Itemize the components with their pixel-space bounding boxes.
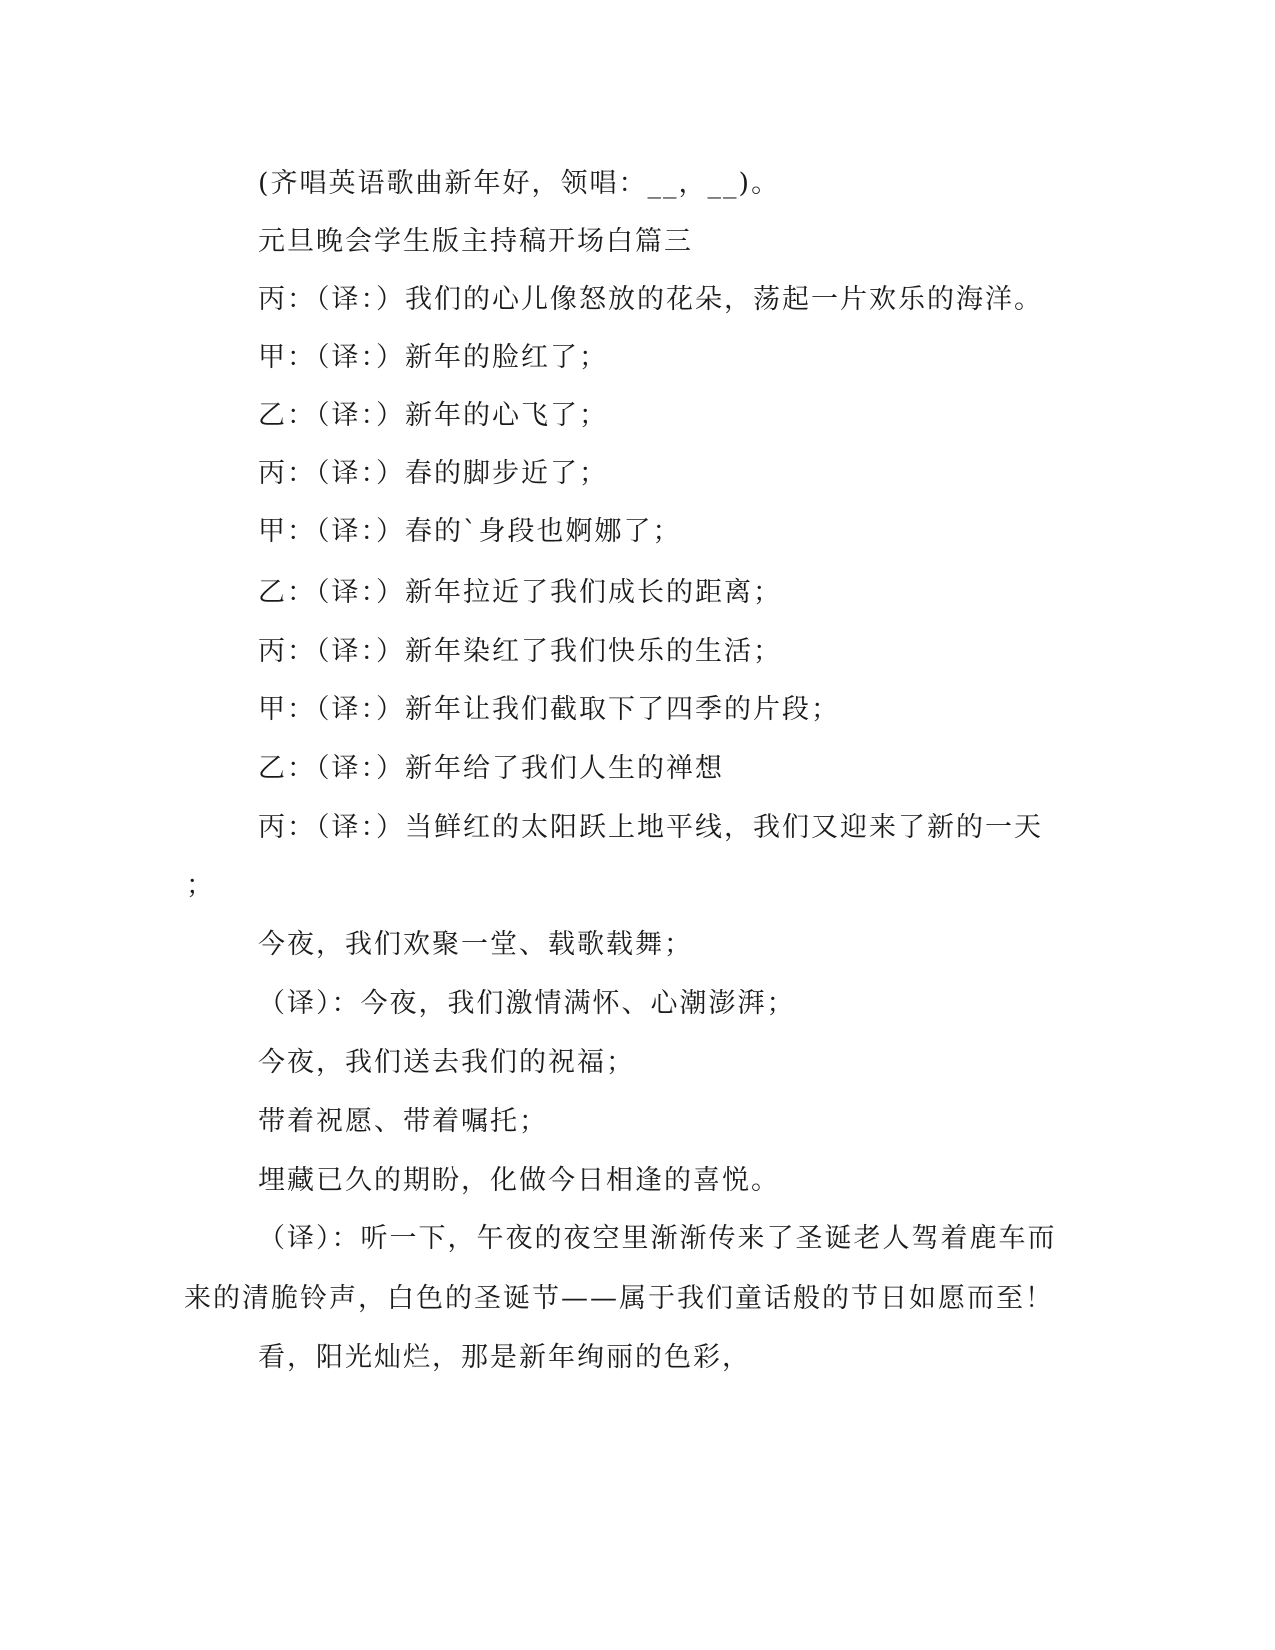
paragraph-line: ；	[186, 870, 215, 901]
paragraph-line: 丙：（译：）春的脚步近了；	[258, 458, 608, 489]
paragraph-line: 乙：（译：）新年拉近了我们成长的距离；	[258, 577, 782, 608]
paragraph-line: 甲：（译：）春的`身段也婀娜了；	[258, 516, 682, 547]
paragraph-line: 带着祝愿、带着嘱托；	[258, 1106, 548, 1137]
paragraph-line: 乙：（译：）新年给了我们人生的禅想	[258, 753, 724, 784]
paragraph-line: (齐唱英语歌曲新年好，领唱：__，__)。	[258, 168, 781, 199]
paragraph-line: （译）：今夜，我们激情满怀、心潮澎湃；	[258, 988, 796, 1019]
paragraph-line: 甲：（译：）新年让我们截取下了四季的片段；	[258, 694, 840, 725]
paragraph-line: 丙：（译：）我们的心儿像怒放的花朵，荡起一片欢乐的海洋。	[258, 284, 1043, 315]
paragraph-line: （译）：听一下，午夜的夜空里渐渐传来了圣诞老人驾着鹿车而	[258, 1223, 1057, 1254]
paragraph-line: 今夜，我们欢聚一堂、载歌载舞；	[258, 929, 693, 960]
paragraph-line: 埋藏已久的期盼，化做今日相逢的喜悦。	[258, 1165, 780, 1196]
paragraph-line: 来的清脆铃声，白色的圣诞节——属于我们童话般的节日如愿而至！	[184, 1283, 1054, 1314]
paragraph-line: 甲：（译：）新年的脸红了；	[258, 342, 608, 373]
paragraph-line: 丙：（译：）当鲜红的太阳跃上地平线，我们又迎来了新的一天	[258, 812, 1043, 843]
paragraph-line: 看，阳光灿烂，那是新年绚丽的色彩，	[258, 1342, 751, 1373]
paragraph-line: 丙：（译：）新年染红了我们快乐的生活；	[258, 636, 782, 667]
paragraph-line: 今夜，我们送去我们的祝福；	[258, 1047, 635, 1078]
paragraph-line: 乙：（译：）新年的心飞了；	[258, 400, 608, 431]
section-heading: 元旦晚会学生版主持稿开场白篇三	[258, 226, 693, 257]
